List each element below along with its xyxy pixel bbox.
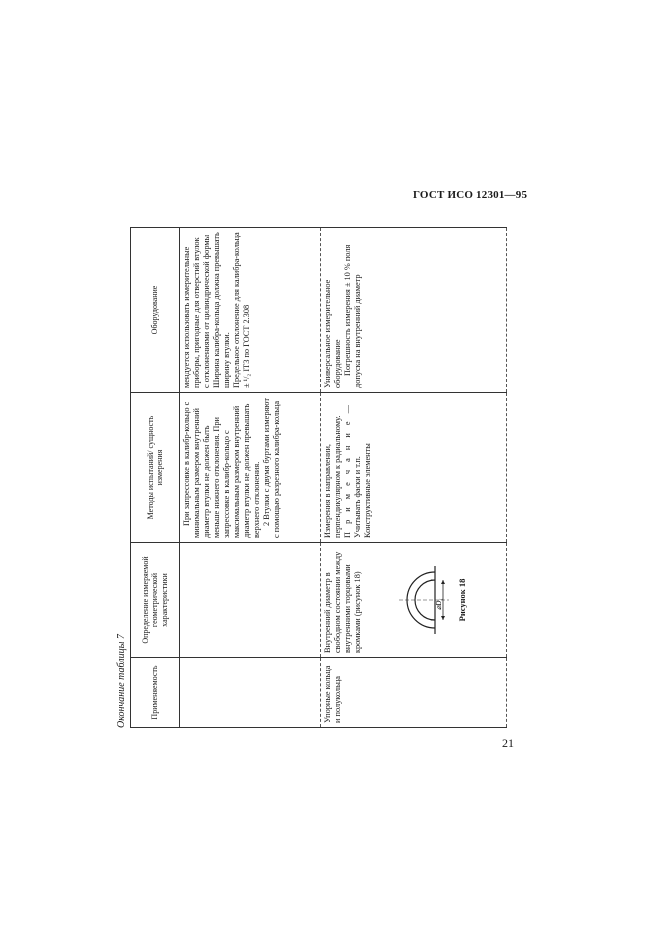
- note-label: П р и м е ч а н и е —: [343, 402, 352, 538]
- cell-definition-empty: [180, 543, 321, 658]
- equipment-text: Ширина калибра-кольца должна превышать ширину втулки.: [212, 232, 231, 388]
- equipment-text: Универсальное измерительное оборудование: [323, 279, 342, 388]
- standard-header: ГОСТ ИСО 12301—95: [413, 189, 528, 201]
- method-text: При запрессовке в калибр-кольцо с минимальным размером внутренний диаметр втулки не должен быть меньше нижнего отклонения. При запрессовке в калибр-кольцо с максимальным размером внутренний диаметр втулки не должен превышать верхнего отклонения.: [182, 401, 261, 538]
- table-row: [180, 228, 321, 728]
- equipment-text: Предельное отклонение для калибра-кольца ± ¹/₂ IT3 по ГОСТ 2.308: [232, 232, 251, 388]
- method-note-2: 2 Втулки с двумя буртами измеряют с помощью разрезного калибра-кольца: [262, 397, 281, 538]
- measurement-table: [130, 227, 507, 728]
- cell-application-empty: [180, 658, 321, 728]
- column-header-application: Применяемость: [131, 658, 180, 728]
- cell-application: Упорные кольца и полукольца: [321, 658, 507, 728]
- rotated-table-block: [117, 228, 507, 728]
- page-number: 21: [502, 736, 514, 750]
- figure-18: [373, 547, 467, 653]
- cell-definition: [321, 543, 507, 658]
- column-header-equipment: Оборудование: [131, 228, 180, 393]
- note-text: Учитывать фаски и т.п. Конструктивные элементы: [353, 443, 372, 538]
- equipment-text: Погрешность измерения ± 10 % поля допуска на внутренний диаметр: [343, 244, 362, 388]
- column-header-definition: Определение измеряемой геометрической характеристики: [131, 543, 180, 658]
- cell-equipment: [321, 228, 507, 393]
- table-header-row: [131, 228, 180, 728]
- figure-dimension-label: ⌀D₁: [435, 598, 443, 610]
- half-ring-drawing: [373, 560, 451, 640]
- cell-method: [180, 393, 321, 543]
- table-row: [321, 228, 507, 728]
- table-caption: Окончание таблицы 7: [116, 634, 127, 728]
- column-header-method: Методы испытаний/ сущность измерения: [131, 393, 180, 543]
- definition-text: Внутренний диаметр в свободном состоянии между внутренними торцовыми кромками (рисунок 18): [323, 551, 362, 653]
- method-text: Измерения в направлении, перпендикулярном к радиальному.: [323, 415, 342, 538]
- cell-equipment: [180, 228, 321, 393]
- cell-method: [321, 393, 507, 543]
- figure-caption: Рисунок 18: [457, 578, 467, 622]
- equipment-text: мендуется использовать измерительные приборы, пригодные для отверстий втулок с отклонениями от цилиндрической формы: [182, 234, 211, 388]
